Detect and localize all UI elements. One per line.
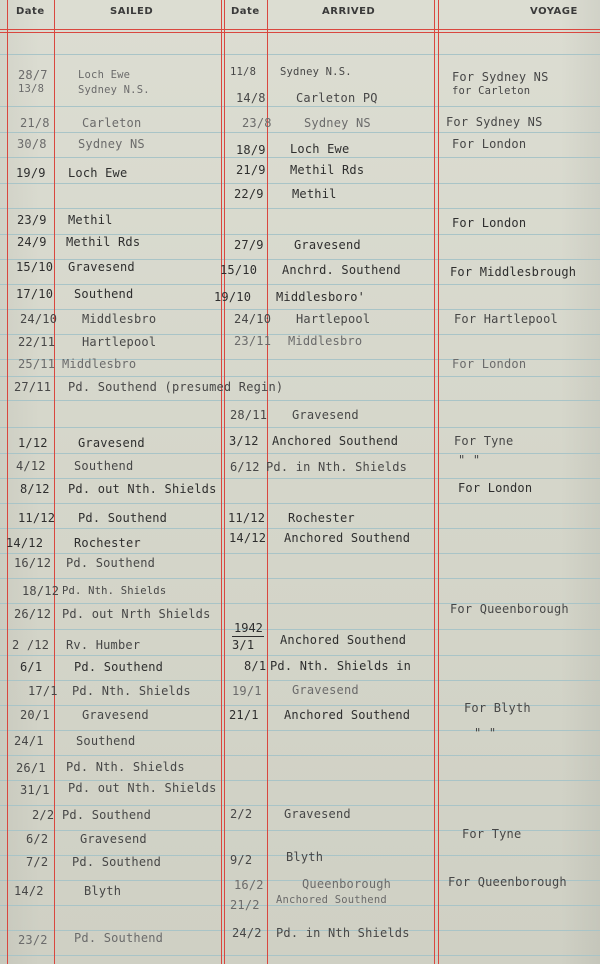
rule-line (0, 955, 600, 956)
column-rule (221, 0, 222, 964)
arrived-place: Anchored Southend (284, 531, 411, 545)
header-sailed: SAILED (110, 6, 154, 17)
sailed-date: 26/1 (16, 761, 46, 775)
arrived-place: Middlesbro (288, 334, 363, 348)
voyage-entry: For London (452, 357, 527, 371)
arrived-date: 21/9 (236, 163, 266, 177)
sailed-date: 24/10 (20, 312, 58, 326)
sailed-date: 17/1 (28, 684, 58, 698)
sailed-place: Pd. Southend (62, 808, 152, 822)
voyage-entry: For Queenborough (448, 875, 567, 889)
arrived-date: 24/10 (234, 312, 272, 326)
arrived-date: 24/2 (232, 926, 262, 940)
column-rule (224, 0, 225, 964)
header-arrived: ARRIVED (322, 6, 376, 17)
sailed-date: 15/10 (16, 260, 54, 274)
arrived-date: 15/10 (220, 263, 258, 277)
sailed-place: Rv. Humber (66, 638, 141, 652)
sailed-place: Southend (74, 287, 134, 301)
sailed-date: 31/1 (20, 783, 50, 797)
sailed-date: 28/7 (18, 68, 48, 82)
arrived-place: Anchored Southend (276, 894, 387, 906)
voyage-entry: For London (452, 137, 527, 151)
arrived-place: Loch Ewe (290, 142, 350, 156)
sailed-date: 8/12 (20, 482, 50, 496)
header-date-arrived: Date (231, 6, 260, 17)
rule-line (0, 284, 600, 285)
sailed-date: 23/2 (18, 933, 48, 947)
sailed-place: Methil (68, 213, 113, 227)
arrived-date: 11/8 (230, 66, 257, 78)
rule-line (0, 208, 600, 209)
voyage-entry: For Hartlepool (454, 312, 558, 326)
sailed-date: 17/10 (16, 287, 54, 301)
arrived-place: Anchored Southend (272, 434, 399, 448)
rule-line (0, 157, 600, 158)
sailed-date: 16/12 (14, 556, 52, 570)
voyage-entry: For Tyne (454, 434, 514, 448)
arrived-date: 21/2 (230, 898, 260, 912)
voyage-entry: For Tyne (462, 827, 522, 841)
voyage-entry: For Middlesbrough (450, 265, 577, 279)
arrived-date: 19/10 (214, 290, 252, 304)
sailed-date: 14/2 (14, 884, 44, 898)
sailed-place: Pd. Nth. Shields (66, 760, 185, 774)
arrived-place: Hartlepool (296, 312, 371, 326)
arrived-place: Rochester (288, 511, 355, 525)
arrived-date: 27/9 (234, 238, 264, 252)
header-voyage: VOYAGE (530, 6, 578, 17)
rule-line (0, 132, 600, 133)
rule-line (0, 309, 600, 310)
arrived-place: Blyth (286, 850, 324, 864)
sailed-place: Southend (76, 734, 136, 748)
rule-line (0, 106, 600, 107)
arrived-place: Pd. in Nth. Shields (266, 460, 408, 474)
sailed-place: Pd. Nth. Shields (72, 684, 191, 698)
sailed-date: 7/2 (26, 855, 49, 869)
sailed-place: Pd. Nth. Shields (62, 585, 167, 597)
sailed-date: 1/12 (18, 436, 48, 450)
arrived-place: Anchored Southend (284, 708, 411, 722)
rule-line (0, 629, 600, 630)
sailed-place: Pd. Southend (78, 511, 168, 525)
sailed-date: 20/1 (20, 708, 50, 722)
sailed-place: Sydney N.S. (78, 84, 150, 96)
sailed-date: 11/12 (18, 511, 56, 525)
arrived-date: 23/11 (234, 334, 272, 348)
rule-line (0, 427, 600, 428)
rule-line (0, 478, 600, 479)
sailed-place: Loch Ewe (68, 166, 128, 180)
arrived-place: Pd. in Nth Shields (276, 926, 410, 940)
arrived-date: 23/8 (242, 116, 272, 130)
sailed-date: 24/9 (17, 235, 47, 249)
arrived-place: Gravesend (294, 238, 361, 252)
arrived-date: 16/2 (234, 878, 264, 892)
arrived-date: 18/9 (236, 143, 266, 157)
sailed-date: 18/12 (22, 584, 60, 598)
voyage-ditto: " " (474, 726, 497, 740)
rule-line (0, 755, 600, 756)
rule-line (0, 655, 600, 656)
sailed-date: 23/9 (17, 213, 47, 227)
arrived-place: Methil (292, 187, 337, 201)
arrived-date: 11/12 (228, 511, 266, 525)
sailed-place: Middlesbro (62, 357, 137, 371)
voyage-entry: For Queenborough (450, 602, 569, 616)
sailed-date: 25/11 (18, 357, 56, 371)
rule-line (0, 400, 600, 401)
sailed-date: 21/8 (20, 116, 50, 130)
arrived-place: Sydney N.S. (280, 66, 352, 78)
rule-line (0, 578, 600, 579)
sailed-place: Blyth (84, 884, 122, 898)
arrived-date: 14/12 (229, 531, 267, 545)
arrived-place: Anchrd. Southend (282, 263, 401, 277)
sailed-place: Loch Ewe (78, 69, 131, 81)
sailed-place: Pd. Southend (74, 931, 164, 945)
sailed-place: Pd. Southend (74, 660, 164, 674)
arrived-date: 3/12 (229, 434, 259, 448)
sailed-date: 26/12 (14, 607, 52, 621)
column-rule (7, 0, 8, 964)
rule-line (0, 54, 600, 55)
column-rule (267, 0, 268, 964)
voyage-entry: For Sydney NS (452, 70, 549, 84)
sailed-date: 6/1 (20, 660, 43, 674)
year-note: 1942 (234, 621, 263, 635)
rule-line (0, 553, 600, 554)
sailed-date: 6/2 (26, 832, 49, 846)
sailed-place: Gravesend (80, 832, 147, 846)
header-rule-2 (0, 32, 600, 33)
rule-line (0, 730, 600, 731)
column-rule (438, 0, 439, 964)
sailed-place: Rochester (74, 536, 141, 550)
arrived-date: 19/1 (232, 684, 262, 698)
voyage-entry: for Carleton (452, 85, 531, 97)
sailed-place: Sydney NS (78, 137, 145, 151)
voyage-entry: For Sydney NS (446, 115, 543, 129)
arrived-date: 14/8 (236, 91, 266, 105)
year-underline (232, 636, 264, 637)
sailed-date: 27/11 (14, 380, 52, 394)
sailed-date: 22/11 (18, 335, 56, 349)
arrived-date: 6/12 (230, 460, 260, 474)
column-rule (434, 0, 435, 964)
arrived-place: Middlesboro' (276, 290, 366, 304)
sailed-place: Pd. out Nrth Shields (62, 607, 211, 621)
arrived-place: Gravesend (284, 807, 351, 821)
sailed-place: Hartlepool (82, 335, 157, 349)
arrived-place: Carleton PQ (296, 91, 378, 105)
rule-line (0, 376, 600, 377)
arrived-place: Sydney NS (304, 116, 371, 130)
sailed-place: Methil Rds (66, 235, 141, 249)
sailed-date: 30/8 (17, 137, 47, 151)
header-rule (0, 29, 600, 30)
sailed-place: Gravesend (68, 260, 135, 274)
header-date-sailed: Date (16, 6, 45, 17)
arrived-date: 21/1 (229, 708, 259, 722)
rule-line (0, 183, 600, 184)
voyage-entry: For London (452, 216, 527, 230)
sailed-place: Gravesend (82, 708, 149, 722)
arrived-date: 22/9 (234, 187, 264, 201)
sailed-date: 14/12 (6, 536, 44, 550)
sailed-date: 4/12 (16, 459, 46, 473)
sailed-place: Southend (74, 459, 134, 473)
rule-line (0, 805, 600, 806)
rule-line (0, 453, 600, 454)
rule-line (0, 503, 600, 504)
arrived-place: Gravesend (292, 683, 359, 697)
sailed-place: Pd. Southend (66, 556, 156, 570)
sailed-place: Pd. out Nth. Shields (68, 482, 217, 496)
rule-line (0, 528, 600, 529)
voyage-entry: For Blyth (464, 701, 531, 715)
arrived-place: Anchored Southend (280, 633, 407, 647)
sailed-date: 2/2 (32, 808, 55, 822)
rule-line (0, 680, 600, 681)
sailed-date: 2 /12 (12, 638, 50, 652)
arrived-place: Pd. Nth. Shields in (270, 659, 412, 673)
sailed-date: 24/1 (14, 734, 44, 748)
sailed-place: Pd. Southend (presumed Regin) (68, 380, 284, 394)
arrived-place: Methil Rds (290, 163, 365, 177)
arrived-date: 2/2 (230, 807, 253, 821)
sailed-place: Carleton (82, 116, 142, 130)
voyage-entry: For London (458, 481, 533, 495)
sailed-place: Middlesbro (82, 312, 157, 326)
sailed-place: Pd. out Nth. Shields (68, 781, 217, 795)
voyage-ditto: " " (458, 453, 481, 467)
arrived-date: 8/1 (244, 659, 267, 673)
arrived-date: 9/2 (230, 853, 253, 867)
arrived-place: Queenborough (302, 877, 392, 891)
sailed-place: Pd. Southend (72, 855, 162, 869)
arrived-date: 28/11 (230, 408, 268, 422)
arrived-date: 3/1 (232, 638, 255, 652)
arrived-place: Gravesend (292, 408, 359, 422)
sailed-place: Gravesend (78, 436, 145, 450)
sailed-date: 13/8 (18, 83, 45, 95)
sailed-date: 19/9 (16, 166, 46, 180)
